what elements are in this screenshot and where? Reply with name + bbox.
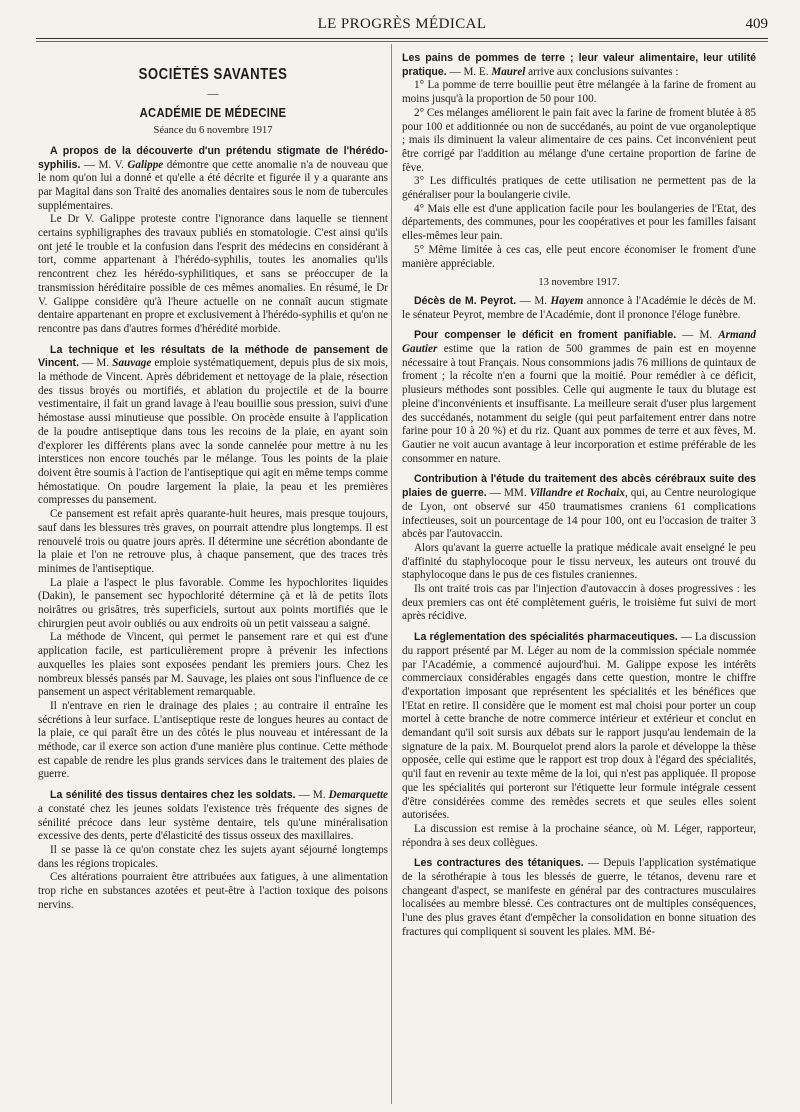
article-gautier: Pour compenser le déficit en froment panifiable. — M. Armand Gautier estime que la ration de 500 grammes de pain est en moyenne nécessaire à tout Français. Nous consommions jadis 76 millions de quintaux de froment ; la récolte n'en a fourni que la moitié. Pour remédier à ce déficit, plusieurs méthodes sont possibles. Celle qui augmente le taux du blutage est pleine d'inconvénients et insuffisante. La meilleure serait d'user plus largement des succédanés, notamment du seigle (qui peut parfaitement entrer dans notre farine pour 10 à 20 %) et du riz. Quant aux pommes de terre et aux fèves, M. Gautier ne voit aucun avantage à leur incorporation et estime préférable de les consommer en nature. bbox=[402, 329, 757, 465]
paragraph: annonce à l'Académie le décès de M. le sénateur Peyrot, membre de l'Académie, dont il prononce l'éloge funèbre. bbox=[402, 294, 757, 321]
paragraph: Ces altérations pourraient être attribuées aux fatigues, à une alimentation trop riche en substances azotées et peut-être à l'action toxique des poisons nervins. bbox=[38, 871, 388, 911]
journal-title: LE PROGRÈS MÉDICAL bbox=[317, 16, 487, 32]
paragraph: La méthode de Vincent, qui permet le pansement rare et qui est d'une application facile, est particulièrement propre à prévenir les infections auxquelles les plaies sont exposées pendant les premiers jours. Chez les nombreux blessés pansés par M. Sauvage, les plaies ont sous l'influence de ce pansement un aspect véritablement remarquable. bbox=[38, 631, 388, 699]
session-date-2: 13 novembre 1917. bbox=[538, 277, 620, 289]
paragraph: estime que la ration de 500 grammes de pain est en moyenne nécessaire à tout Français. Nous consommions jadis 76 millions de quintaux de froment ; la récolte n'en a fourni que la moitié. Pour remédier à ce déficit, plusieurs méthodes sont possibles. Celle qui augmente le taux du blutage est pleine d'inconvénients et insuffisante. La meilleure serait d'user plus largement des succédanés, notamment du seigle (qui peut parfaitement entrer dans notre farine pour 10 à 20 %) et du riz. Quant aux pommes de terre et aux fèves, M. Gautier ne voit aucun avantage à leur incorporation et estime préférable de les consommer en nature. bbox=[402, 343, 756, 465]
article-title: Décès de M. Peyrot. bbox=[414, 294, 517, 307]
left-column bbox=[38, 52, 388, 912]
article-specialites: La réglementation des spécialités pharmaceutiques. — La discussion du rapport présenté par M. Léger au nom de la commission spéciale nommée par l'Académie, a commencé aujourd'hui. M. Galippe expose les intérêts commerciaux considérables engagés dans cette question, montre le chiffre d'exportation imposant que représentent les spécialités et les bénéfices que l'Etat en retire. Il considère que le moment est mal choisi pour porter un coup mortel à cette branche de notre commerce intérieur et extérieur et conclut en demandant qu'il soit sursis aux débats sur le rapport jusqu'au lendemain de la signature de la paix. M. Bourquelot prend alors la parole et développe la thèse opposée, celle qui estime que le rapport est trop doux à l'égard des spécialités, qu'il faut en revenir au texte même de la loi, qui n'est pas appliquée. Il propose que les spécialités qui porteront sur l'étiquette leur formule intégrale cessent d'être considérées comme des remèdes secrets et que seules elles soient autorisées. La discussion est remise à la prochaine séance, où M. Léger, rapporteur, répondra à ses deux collègues. bbox=[402, 631, 756, 849]
article-author: Maurel bbox=[491, 65, 526, 78]
paragraph: démontre que cette anomalie n'a de nouveau que le nom qu'on lui a donné et qu'elle a été décrite et figurée il y a quarante ans par Magital dans son Traité des anomalies dentaires sous le nom de tubercules supplémentaires. bbox=[38, 158, 388, 212]
article-title: Pour compenser le déficit en froment panifiable. bbox=[414, 329, 677, 342]
paragraph: arrive aux conclusions suivantes : bbox=[525, 65, 679, 78]
paragraph: Il se passe là ce qu'on constate chez les sujets ayant séjourné longtemps dans les régions tropicales. bbox=[38, 843, 388, 870]
article-author: Galippe bbox=[127, 158, 164, 171]
paragraph: La discussion est remise à la prochaine séance, où M. Léger, rapporteur, répondra à ses deux collègues. bbox=[402, 822, 756, 849]
paragraph: Ce pansement est refait après quarante-huit heures, mais presque toujours, sauf dans les blessures très graves, on pourrait attendre plus longtemps. Il est renouvelé trois ou quatre jours après. Il détermine une sécrétion abondante de la plaie et l'on ne retrouve plus, à chaque pansement, que des traces très minimes de l'antiseptique. bbox=[38, 508, 388, 575]
article-title: La sénilité des tissus dentaires chez les soldats. bbox=[50, 789, 296, 802]
article-maurel: Les pains de pommes de terre ; leur valeur alimentaire, leur utilité pratique. — M. E. Maurel arrive aux conclusions suivantes : 1° La pomme de terre bouillie peut être mélangée à la farine de froment au moins jusqu'à la proportion de 50 pour 100. 2° Ces mélanges améliorent le pain fait avec la farine de froment blutée à 85 pour 100 et additionnée ou non de succédanés, au point de vue organoleptique ; mais ils diminuent la valeur alimentaire de ces pains. Cet inconvénient peut être corrigé par l'addition au mélange d'une certaine proportion de farine de fève. 3° Les difficultés pratiques de cette utilisation ne permettent pas de la généraliser pour la boulangerie civile. 4° Mais elle est d'une application facile pour les boulangeries de l'Etat, des départements, des communes, pour les coopératives et pour les familles faisant elles-mêmes leur pain. 5° Même limitée à ces cas, elle peut encore économiser le froment d'une manière appréciable. bbox=[402, 52, 756, 270]
paragraph: Depuis l'application systématique de la sérothérapie à tous les blessés de guerre, le tétanos, devenu rare et changeant d'aspect, se manifeste en général par des contractures musculaires localisées au membre blessé. Ces contractures ont de multiples conséquences, l'une des plus graves étant d'empêcher la consolidation en bonne situation des fractures qui compliquent si souvent les plaies. MM. Bé- bbox=[402, 857, 757, 938]
section-dash: — bbox=[207, 87, 219, 100]
paragraph: Alors qu'avant la guerre actuelle la pratique médicale avait enseigné le peu d'affinité du staphylocoque pour le tissu nerveux, les auteurs ont trouvé du staphylocoque dans le pus de ces fistules craniennes. bbox=[402, 541, 756, 582]
running-header bbox=[36, 14, 768, 36]
article-author: Sauvage bbox=[112, 357, 152, 370]
session-date: Séance du 6 novembre 1917 bbox=[153, 125, 273, 137]
article-title: La technique et les résultats de la méthode de pansement de Vincent. bbox=[38, 343, 388, 370]
academy-heading: ACADÉMIE DE MÉDECINE bbox=[139, 106, 287, 121]
page-number: 409 bbox=[745, 16, 768, 32]
paragraph: Ils ont traité trois cas par l'injection d'autovaccin à doses progressives : les deux premiers cas ont été complètement guéris, le troisième fut suivi de mort après récidive. bbox=[402, 583, 756, 623]
article-hayem: Décès de M. Peyrot. — M. Hayem annonce à l'Académie le décès de M. le sénateur Peyrot, membre de l'Académie, dont il prononce l'éloge funèbre. bbox=[402, 294, 757, 321]
article-villandre-rochaix: Contribution à l'étude du traitement des abcès cérébraux suite des plaies de guerre. — MM. Villandre et Rochaix, qui, au Centre neurologique de Lyon, ont observé sur 450 traumatismes craniens 61 complications infectieuses, soit un pourcentage de 14 pour 100, ont eu l'occasion de traiter 3 abcès par l'autovaccin. Alors qu'avant la guerre actuelle la pratique médicale avait enseigné le peu d'affinité du staphylocoque pour le tissu nerveux, les auteurs ont trouvé du staphylocoque dans le pus de ces fistules craniennes. Ils ont traité trois cas par l'injection d'autovaccin à doses progressives : les deux premiers cas ont été complètement guéris, le troisième fut suivi de mort après récidive. bbox=[402, 473, 756, 623]
article-author: Demarquette bbox=[328, 789, 388, 802]
paragraph: 5° Même limitée à ces cas, elle peut encore économiser le froment d'une manière appréciable. bbox=[402, 243, 756, 270]
article-demarquette: La sénilité des tissus dentaires chez les soldats. — M. Demarquette a constaté chez les jeunes soldats l'existence très fréquente des signes de sénilité précoce dans leur système dentaire, tels qu'une minéralisation excessive des dents, perte d'élasticité des tissus osseux des maxillaires. Il se passe là ce qu'on constate chez les sujets ayant séjourné longtemps dans les régions tropicales. Ces altérations pourraient être attribuées aux fatigues, à une alimentation trop riche en substances azotées et peut-être à l'action toxique des poisons nervins. bbox=[38, 789, 388, 911]
article-sauvage: La technique et les résultats de la méthode de pansement de Vincent. — M. Sauvage emploie systématiquement, depuis plus de six mois, la méthode de Vincent. Après débridement et nettoyage de la plaie, résection des tissus broyés ou mortifiés, et ablation du projectile et de la bourre vestimentaire, il fait un grand lavage à l'eau bouillie sous pression, suivi d'une hémostase aussi minutieuse que possible. On procède ensuite à l'application de la poudre antiseptique dans tous les recoins de la plaie, en ayant soin d'explorer les différents plans avec la sonde cannelée pour mettre à nu les interstices non encore touchés par le mélange. Tous les points de la plaie doivent être soumis à l'action de l'antiseptique qui agit en même temps comme hémostatique. On poudre largement la plaie, la peau et les premières compresses du pansement. Ce pansement est refait après quarante-huit heures, mais presque toujours, sauf dans les blessures très graves, on pourrait attendre plus longtemps. Il est renouvelé trois ou quatre jours après. Il détermine une sécrétion abondante de la plaie et l'on ne retrouve plus, à chaque pansement, que des traces très minimes de l'antiseptique. La plaie a l'aspect le plus favorable. Comme les hypochlorites liquides (Dakin), le pansement sec hypochlorité détermine çà et là de petits îlots noirâtres ou grisâtres, très superficiels, surtout aux points mortifiés que le chirurgien peut avoir oubliés ou aux endroits où un petit vaisseau a saigné. La méthode de Vincent, qui permet le pansement rare et qui est d'une application facile, est particulièrement propre à prévenir les infections auxquelles les plaies sont exposées pendant les premiers jours. Chez les nombreux blessés pansés par M. Sauvage, les plaies ont sous l'influence de ce pansement un aspect véritablement remarquable. Il n'entrave en rien le drainage des plaies ; au contraire il entraîne les sécrétions à leur surface. L'antiseptique reste de longues heures au contact de la plaie, ce qui paraît être un des côtés le plus nouveau et intéressant de la méthode, car il exerce son action d'une manière plus continue. Cette méthode est capable de rendre les plus grands services dans le traitement des plaies de guerre. bbox=[38, 343, 389, 781]
article-tetaniques: Les contractures des tétaniques. — Depuis l'application systématique de la sérothérapie à tous les blessés de guerre, le tétanos, devenu rare et changeant d'aspect, se manifeste en général par des contractures musculaires localisées au membre blessé. Ces contractures ont de multiples conséquences, l'une des plus graves étant d'empêcher la consolidation en bonne situation des fractures qui compliquent si souvent les plaies. MM. Bé- bbox=[402, 857, 757, 938]
paragraph: La plaie a l'aspect le plus favorable. Comme les hypochlorites liquides (Dakin), le pansement sec hypochlorité détermine çà et là de petits îlots noirâtres ou grisâtres, très superficiels, surtout aux points mortifiés que le chirurgien peut avoir oubliés ou aux endroits où un petit vaisseau a saigné. bbox=[38, 576, 388, 630]
paragraph: a constaté chez les jeunes soldats l'existence très fréquente des signes de sénilité précoce dans leur système dentaire, tels qu'une minéralisation excessive des dents, perte d'élasticité des tissus osseux des maxillaires. bbox=[38, 802, 388, 843]
column-divider bbox=[391, 44, 392, 1104]
article-title: Les contractures des tétaniques. bbox=[414, 857, 584, 870]
article-title: Les pains de pommes de terre ; leur valeur alimentaire, leur utilité pratique. bbox=[402, 52, 756, 78]
article-author: Armand Gautier bbox=[402, 329, 757, 356]
section-title: SOCIÉTÉS SAVANTES bbox=[138, 66, 288, 83]
paragraph: La discussion du rapport présenté par M. Léger au nom de la commission spéciale nommée par l'Académie, a commencé aujourd'hui. M. Galippe expose les intérêts commerciaux considérables engagés dans cette question, montre le chiffre d'exportation imposant que représentent les spécialités et les bénéfices que l'Etat en retire. Il considère que le moment est mal choisi pour porter un coup mortel à cette branche de notre commerce intérieur et extérieur et conclut en demandant qu'il soit sursis aux débats sur le rapport jusqu'au lendemain de la signature de la paix. M. Bourquelot prend alors la parole et développe la thèse opposée, celle qui estime que le rapport est trop doux à l'égard des spécialités, qu'il faut en revenir au texte même de la loi, qui n'est pas appliquée. Il propose que les spécialités qui porteront sur l'étiquette leur formule intégrale cessent d'être considérées comme des remèdes secrets et que seules elles soient autorisées. bbox=[402, 631, 756, 822]
paragraph: Il n'entrave en rien le drainage des plaies ; au contraire il entraîne les sécrétions à leur surface. L'antiseptique reste de longues heures au contact de la plaie, ce qui paraît être un des côtés le plus nouveau et intéressant de la méthode, car il exerce son action d'une manière plus continue. Cette méthode est capable de rendre les plus grands services dans le traitement des plaies de guerre. bbox=[38, 699, 388, 781]
paragraph: 2° Ces mélanges améliorent le pain fait avec la farine de froment blutée à 85 pour 100 et additionnée ou non de succédanés, au point de vue organoleptique ; mais ils diminuent la valeur alimentaire de ces pains. Cet inconvénient peut être corrigé par l'addition au mélange d'une certaine proportion de farine de fève. bbox=[402, 106, 756, 174]
article-galippe: A propos de la découverte d'un prétendu stigmate de l'hérédo-syphilis. — M. V. Galippe démontre que cette anomalie n'a de nouveau que le nom qu'on lui a donné et qu'elle a été décrite et figurée il y a quarante ans par Magital dans son Traité des anomalies dentaires sous le nom de tubercules supplémentaires. Le Dr V. Galippe proteste contre l'ignorance dans laquelle se tiennent certains syphiligraphes des travaux publiés en stomatologie. C'est ainsi qu'ils ont jeté le trouble et la confusion dans l'esprit des médecins en considérant à tort, comme appartenant à l'hérédo-syphilis, toutes les anomalies qu'ils rencontrent chez les hérédo-syphilitiques, et sans se préoccuper de la transmission héréditaire possible de ces mêmes anomalies. En résumé, le Dr V. Galippe considère qu'à l'heure actuelle on ne connaît aucun stigmate dentaire appartenant en propre et exclusivement à l'hérédo-syphilis et qu'on ne rencontre pas dans d'autres formes d'hérédité morbide. bbox=[38, 144, 388, 335]
paragraph: Le Dr V. Galippe proteste contre l'ignorance dans laquelle se tiennent certains syphiligraphes des travaux publiés en stomatologie. C'est ainsi qu'ils ont jeté le trouble et la confusion dans l'esprit des médecins en considérant à tort, comme appartenant à l'hérédo-syphilis, toutes les anomalies qu'ils rencontrent chez les hérédo-syphilitiques, et sans se préoccuper de la transmission héréditaire possible de ces mêmes anomalies. En résumé, le Dr V. Galippe considère qu'à l'heure actuelle on ne connaît aucun stigmate dentaire appartenant en propre et exclusivement à l'hérédo-syphilis et qu'on ne rencontre pas dans d'autres formes d'hérédité morbide. bbox=[38, 213, 388, 335]
article-title: Contribution à l'étude du traitement des abcès cérébraux suite des plaies de guerre. bbox=[402, 473, 756, 500]
article-title: A propos de la découverte d'un prétendu stigmate de l'hérédo-syphilis. bbox=[38, 144, 388, 171]
paragraph: , qui, au Centre neurologique de Lyon, ont observé sur 450 traumatismes craniens 61 complications infectieuses, soit un pourcentage de 14 pour 100, ont eu l'occasion de traiter 3 abcès par l'autovaccin. bbox=[402, 487, 756, 541]
right-column bbox=[402, 52, 756, 940]
paragraph: emploie systématiquement, depuis plus de six mois, la méthode de Vincent. Après débridement et nettoyage de la plaie, résection des tissus broyés ou mortifiés, et ablation du projectile et de la bourre vestimentaire, il fait un grand lavage à l'eau bouillie sous pression, suivi d'une hémostase aussi minutieuse que possible. On procède ensuite à l'application de la poudre antiseptique dans tous les recoins de la plaie, en ayant soin d'explorer les différents plans avec la sonde cannelée pour mettre à nu les interstices non encore touchés par le mélange. Tous les points de la plaie doivent être soumis à l'action de l'antiseptique qui agit en même temps comme hémostatique. On poudre largement la plaie, la peau et les premières compresses du pansement. bbox=[38, 357, 389, 507]
paragraph: 3° Les difficultés pratiques de cette utilisation ne permettent pas de la généraliser pour la boulangerie civile. bbox=[402, 175, 756, 202]
header-rule-thin bbox=[36, 41, 768, 42]
article-author: Hayem bbox=[550, 294, 584, 307]
header-rule bbox=[36, 38, 768, 39]
paragraph: 4° Mais elle est d'une application facile pour les boulangeries de l'Etat, des départements, des communes, pour les coopératives et pour les familles faisant elles-mêmes leur pain. bbox=[402, 202, 756, 243]
article-title: La réglementation des spécialités pharmaceutiques. bbox=[414, 631, 678, 644]
paragraph: 1° La pomme de terre bouillie peut être mélangée à la farine de froment au moins jusqu'à la proportion de 50 pour 100. bbox=[402, 79, 756, 106]
article-author: Villandre et Rochaix bbox=[529, 487, 625, 500]
